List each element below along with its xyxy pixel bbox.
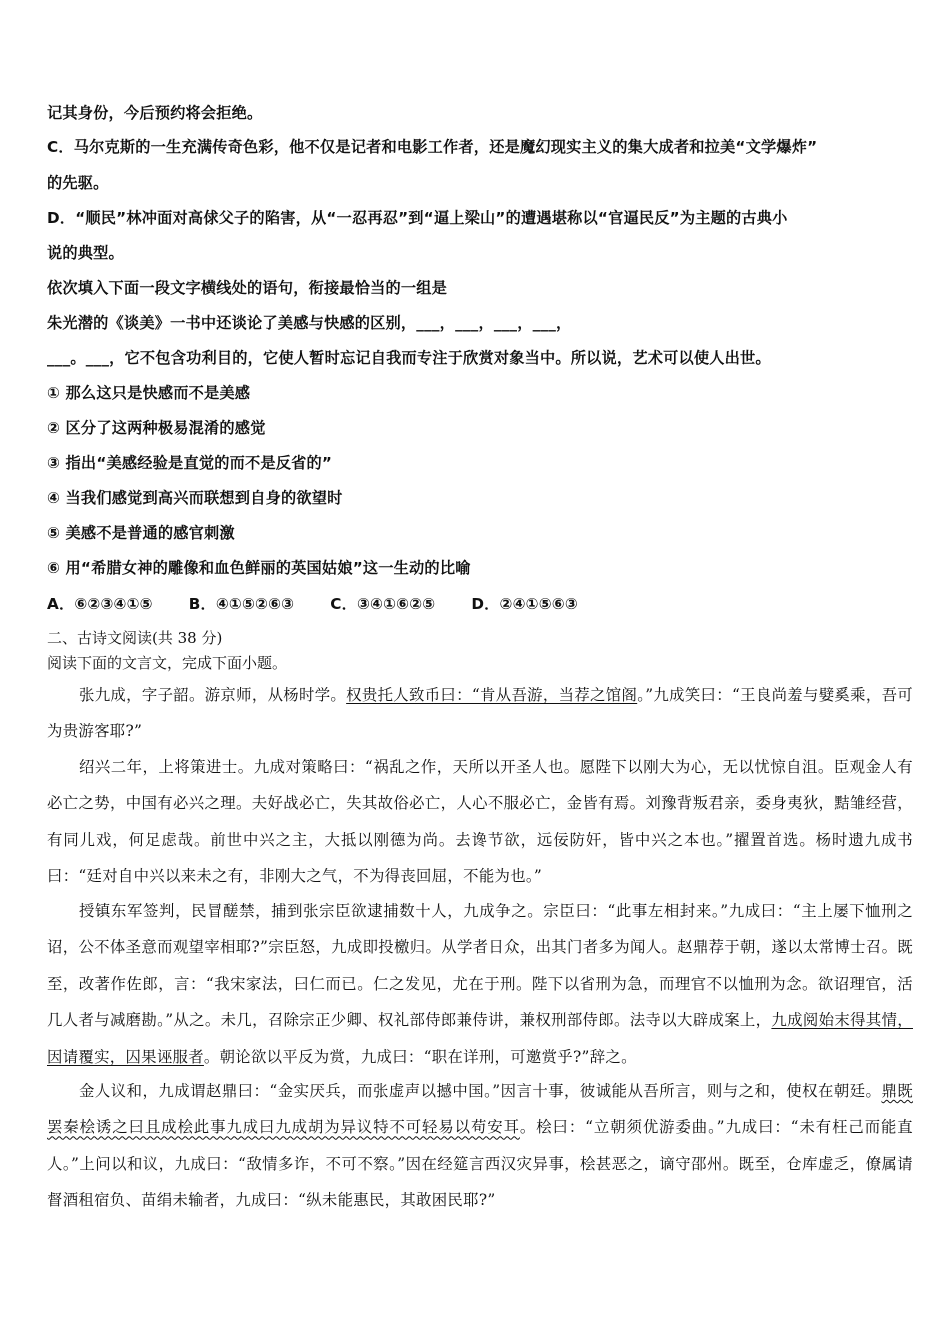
answer-options — [47, 593, 614, 614]
underlined-sentence-1: 权贵托人致币曰：“肯从吾游，当荐之馆阁 — [346, 686, 638, 704]
statement-6: ⑥ 用“希腊女神的雕像和血色鲜丽的英国姑娘”这一生动的比喻 — [47, 559, 471, 577]
answer-option-a: A．⑥②③④①⑤ — [47, 595, 153, 613]
option-d-line2: 说的典型。 — [47, 244, 124, 262]
passage-paragraph-2: 绍兴二年，上将策进士。九成对策略曰：“祸乱之作，天所以开圣人也。愿陛下以刚大为心，无以忧惊自沮。臣观金人有必亡之势，中国有必兴之理。夫好战必亡，失其故俗必亡，人心不服必亡，金皆有焉。刘豫背叛君亲，委身夷狄，黠雏经营，有同儿戏，何足虑哉。前世中兴之主，大抵以刚德为尚。去谗节欲，远佞防奸，皆中兴之本也。”擢置首选。杨时遗九成书曰：“廷对自中兴以来未之有，非刚大之气，不为得丧回屈，不能为也。” — [47, 758, 913, 886]
option-d-line1: D．“顺民”林冲面对高俅父子的陷害，从“一忍再忍”到“逼上梁山”的遭遇堪称以“官逼民反”为主题的古典小 — [47, 209, 788, 227]
question-passage-line2: ___。___，它不包含功利目的，它使人暂时忘记自我而专注于欣赏对象当中。所以说，艺术可以使人出世。 — [47, 349, 771, 367]
statement-5: ⑤ 美感不是普通的感官刺激 — [47, 524, 235, 542]
section-instruction: 阅读下面的文言文，完成下面小题。 — [47, 654, 288, 672]
statement-2: ② 区分了这两种极易混淆的感觉 — [47, 419, 266, 437]
answer-option-b: B．④①⑤②⑥③ — [188, 595, 295, 613]
question-stem: 依次填入下面一段文字横线处的语句，衔接最恰当的一组是 — [47, 279, 448, 297]
underlined-sentence-2: 九成阅始末得其情，因请覆实，囚果诬服者 — [47, 1011, 913, 1066]
option-c-line1: C．马尔克斯的一生充满传奇色彩，他不仅是记者和电影工作者，还是魔幻现实主义的集大成者和拉美“文学爆炸” — [47, 138, 818, 156]
wavy-underlined-sentence: 鼎既罢秦桧诱之曰且成桧此事九成曰九成胡为异议特不可轻易以苟安耳 — [47, 1082, 913, 1137]
answer-option-c: C．③④①⑥②⑤ — [330, 595, 436, 613]
question-passage-line1: 朱光潜的《谈美》一书中还谈论了美感与快感的区别，___，___，___，___， — [47, 314, 572, 332]
passage-paragraph-4: 金人议和，九成谓赵鼎曰：“金实厌兵，而张虚声以撼中国。”因言十事，彼诚能从吾所言，则与之和，使权在朝廷。鼎既罢秦桧诱之曰且成桧此事九成曰九成胡为异议特不可轻易以苟安耳。桧曰：“立朝须优游委曲。”九成曰：“未有枉己而能直人。”上问以和议，九成曰：“敌情多诈，不可不察。”因在经筵言西汉灾异事，桧甚恶之，谪守邵州。既至，仓库虚乏，僚属请督酒租宿负、苗绢未输者，九成曰：“纵未能惠民，其敢困民耶?” — [47, 1082, 913, 1210]
option-c-line2: 的先驱。 — [47, 174, 109, 192]
option-b-continuation: 记其身份，今后预约将会拒绝。 — [47, 104, 263, 122]
section-heading: 二、古诗文阅读(共 38 分) — [47, 629, 223, 647]
statement-4: ④ 当我们感觉到高兴而联想到自身的欲望时 — [47, 489, 343, 507]
statement-3: ③ 指出“美感经验是直觉的而不是反省的” — [47, 454, 333, 472]
statement-1: ① 那么这只是快感而不是美感 — [47, 384, 251, 402]
answer-option-d: D．②④①⑤⑥③ — [471, 595, 578, 613]
passage-paragraph-1: 张九成，字子韶。游京师，从杨时学。权贵托人致币曰：“肯从吾游，当荐之馆阁。”九成笑曰：“王良尚羞与嬖奚乘，吾可为贵游客耶?” — [47, 686, 913, 741]
passage-paragraph-3: 授镇东军签判，民冒醝禁，捕到张宗臣欲逮捕数十人，九成争之。宗臣曰：“此事左相封来。”九成曰：“主上屡下恤刑之诏，公不体圣意而观望宰相耶?”宗臣怒，九成即投檄归。从学者日众，出其门者多为闻人。赵鼎荐于朝，遂以太常博士召。既至，改著作佐郎，言：“我宋家法，曰仁而已。仁之发见，尤在于刑。陛下以省刑为急，而理官不以恤刑为念。欲诏理官，活几人者与减磨勘。”从之。未几，召除宗正少卿、权礼部侍郎兼侍讲，兼权刑部侍郎。法寺以大辟成案上，九成阅始末得其情，因请覆实，囚果诬服者。朝论欲以平反为赏，九成曰：“职在详刑，可邀赏乎?”辞之。 — [47, 902, 913, 1066]
